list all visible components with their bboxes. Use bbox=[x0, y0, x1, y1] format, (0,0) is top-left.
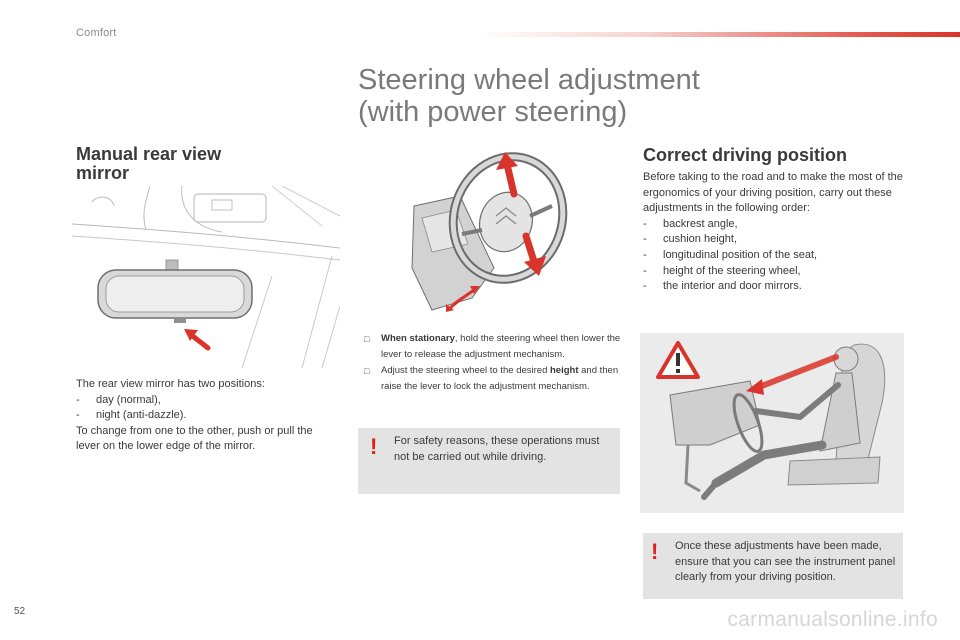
list-item: - cushion height, bbox=[643, 232, 911, 248]
rear-view-mirror-illustration bbox=[72, 186, 340, 368]
mirror-heading: Manual rear view mirror bbox=[76, 144, 222, 183]
list-item: - longitudinal position of the seat, bbox=[643, 248, 911, 264]
driving-steps-list bbox=[643, 217, 911, 295]
section-label: Comfort bbox=[76, 27, 117, 39]
steering-wheel-illustration bbox=[402, 148, 570, 316]
driving-warning-box bbox=[643, 533, 903, 599]
list-item: - day (normal), bbox=[76, 393, 338, 409]
instruction-text: Adjust the steering wheel to the desired bbox=[381, 365, 550, 376]
warning-exclamation-icon: ! bbox=[651, 539, 659, 564]
instruction-item bbox=[364, 331, 626, 363]
warning-exclamation-icon: ! bbox=[370, 434, 378, 459]
list-item: - night (anti-dazzle). bbox=[76, 408, 338, 424]
instruction-text: and then raise the lever to lock the adjustment mechanism. bbox=[381, 365, 619, 392]
instruction-emphasis: When stationary bbox=[381, 333, 455, 344]
mirror-change-text: To change from one to the other, push or pull the lever on the lower edge of the mirror. bbox=[76, 424, 313, 453]
list-item: - backrest angle, bbox=[643, 217, 911, 233]
mirror-description bbox=[76, 377, 338, 455]
watermark: carmanualsonline.info bbox=[727, 608, 938, 631]
page-number: 52 bbox=[14, 606, 26, 617]
instruction-emphasis: height bbox=[550, 365, 579, 376]
mirror-positions-list bbox=[76, 393, 338, 424]
instruction-text: , hold the steering wheel then lower the lever to release the adjustment mechanism. bbox=[381, 333, 621, 360]
driving-intro: Before taking to the road and to make the most of the ergonomics of your driving position, carry out these adjustments in the following order: bbox=[643, 171, 903, 215]
driving-heading: Correct driving position bbox=[643, 145, 848, 165]
checkbox-icon: □ bbox=[364, 366, 370, 376]
steering-warning-text: For safety reasons, these operations must not be carried out while driving. bbox=[394, 435, 600, 463]
driving-warning-text: Once these adjustments have been made, ensure that you can see the instrument panel clearly from your driving position. bbox=[675, 540, 896, 584]
page-title: Steering wheel adjustment (with power steering) bbox=[358, 64, 700, 128]
steering-instructions bbox=[364, 331, 626, 395]
driving-position-illustration bbox=[640, 333, 904, 513]
list-item: - height of the steering wheel, bbox=[643, 264, 911, 280]
instruction-item bbox=[364, 363, 626, 395]
checkbox-icon: □ bbox=[364, 334, 370, 344]
header-accent-bar bbox=[476, 32, 960, 37]
driving-description bbox=[643, 170, 911, 295]
steering-warning-box bbox=[358, 428, 620, 494]
mirror-intro: The rear view mirror has two positions: bbox=[76, 378, 265, 390]
list-item: - the interior and door mirrors. bbox=[643, 279, 911, 295]
